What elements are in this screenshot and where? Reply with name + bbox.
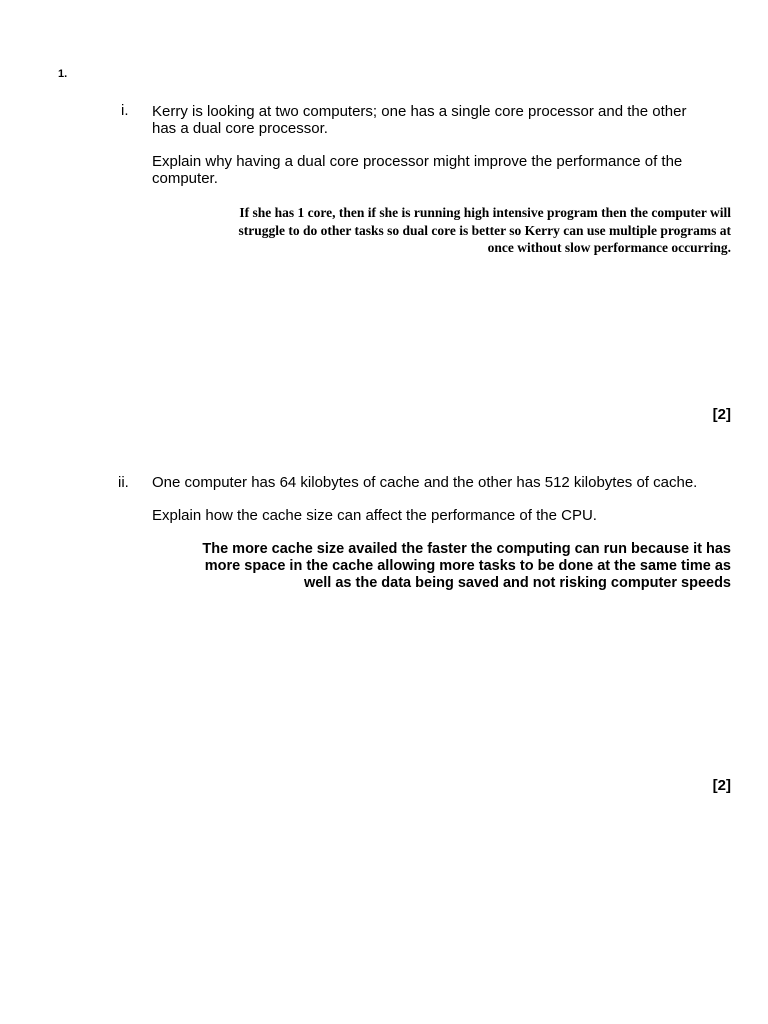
question-number: 1.: [58, 68, 68, 80]
part-ii-instruction: Explain how the cache size can affect the performance of the CPU.: [152, 507, 597, 524]
part-i-numeral: i.: [121, 102, 129, 119]
part-ii-numeral: ii.: [118, 474, 129, 491]
part-i-instruction: Explain why having a dual core processor might improve the performance of the computer.: [152, 153, 683, 187]
answer-line: once without slow performance occurring.: [487, 240, 731, 255]
part-i-marks: [2]: [712, 406, 731, 423]
answer-line: struggle to do other tasks so dual core is better so Kerry can use multiple programs at: [238, 222, 731, 238]
answer-line: The more cache size availed the faster the computing can run because it has: [202, 541, 731, 557]
part-ii-prompt: One computer has 64 kilobytes of cache and the other has 512 kilobytes of cache.: [152, 474, 698, 491]
answer-line: more space in the cache allowing more tasks to be done at the same time as: [204, 558, 731, 574]
part-ii-answer: [150, 541, 731, 592]
part-i-answer: [150, 204, 731, 257]
part-i-prompt: Kerry is looking at two computers; one has a single core processor and the other has a dual core processor.: [152, 103, 687, 137]
part-ii-marks: [2]: [712, 777, 731, 794]
answer-line: well as the data being saved and not risking computer speeds: [303, 575, 731, 591]
answer-line: If she has 1 core, then if she is running high intensive program then the computer will: [239, 205, 731, 220]
